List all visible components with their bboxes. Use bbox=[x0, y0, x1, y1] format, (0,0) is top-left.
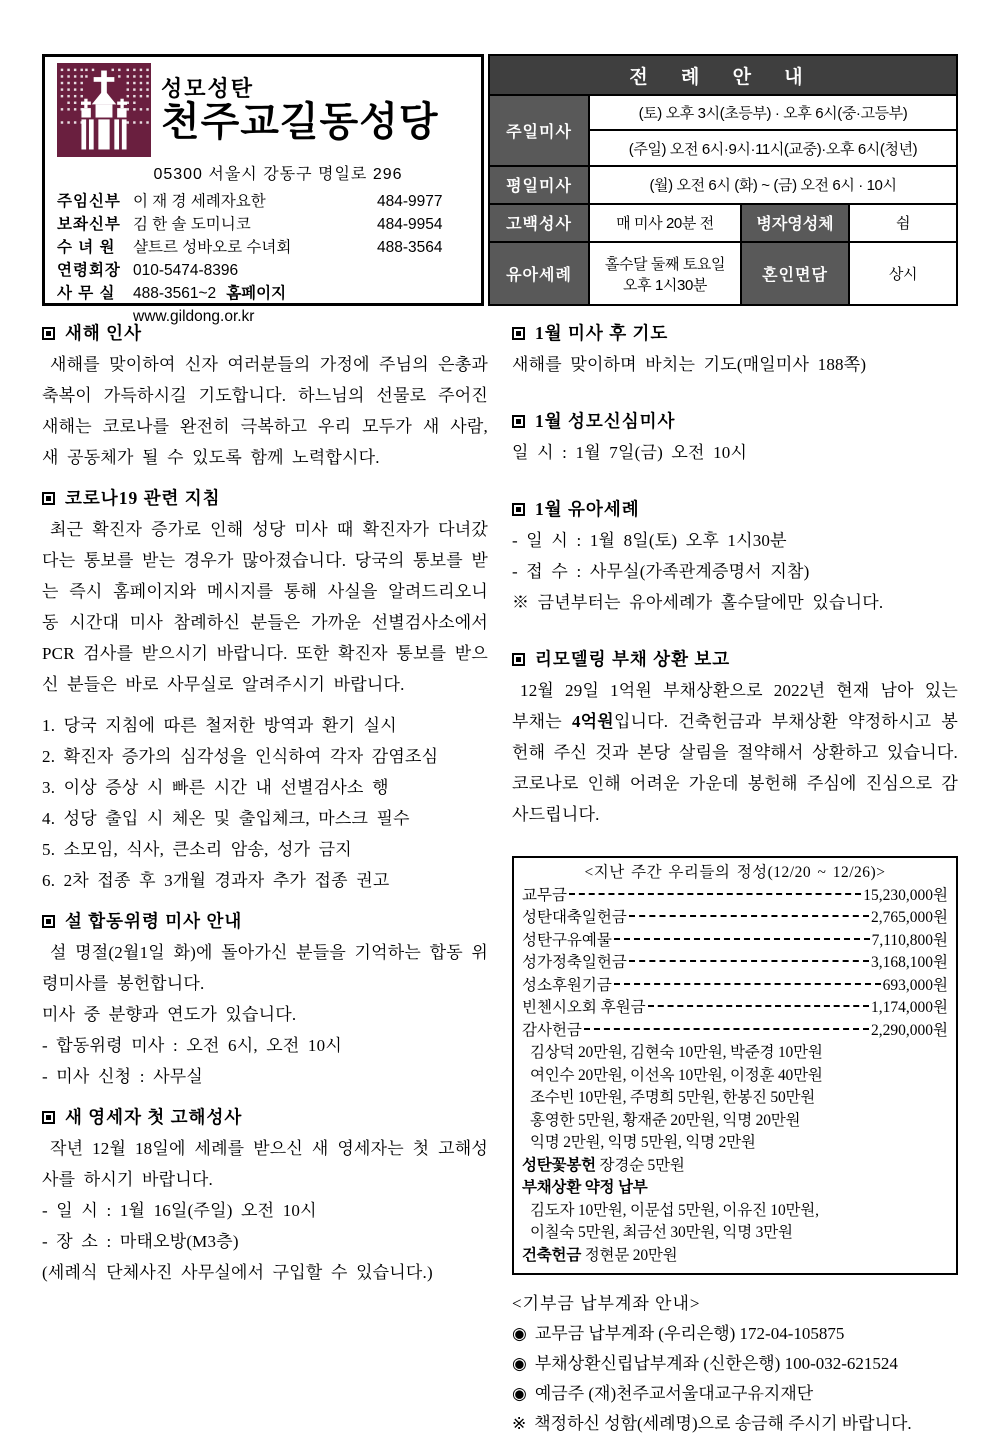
dash-leader bbox=[629, 915, 869, 917]
contact-row bbox=[57, 213, 469, 236]
account-line bbox=[512, 1349, 958, 1379]
text-line bbox=[512, 556, 958, 587]
dash-leader bbox=[614, 983, 881, 985]
section-bullet-icon bbox=[42, 915, 55, 928]
text: 미사 중 분향과 연도가 있습니다. bbox=[42, 1005, 297, 1024]
bold-text: 성탄꽃봉헌 bbox=[522, 1156, 596, 1174]
paragraph bbox=[42, 1133, 488, 1195]
text: - 일 시 : 1월 8일(토) 오후 1시30분 bbox=[512, 531, 787, 550]
section-bullet-icon bbox=[42, 1111, 55, 1124]
right-column bbox=[512, 318, 958, 1439]
sick-communion-label: 병자영성체 bbox=[741, 204, 849, 242]
text: 이칠숙 5만원, 최금선 30만원, 익명 3만원 bbox=[530, 1224, 793, 1241]
section-bullet-icon bbox=[42, 492, 55, 505]
text: 작년 12월 18일에 세례를 받으신 새 영세자는 첫 고해성사를 하시기 바랍니다. bbox=[42, 1139, 488, 1189]
confession-value: 매 미사 20분 전 bbox=[589, 204, 741, 242]
section-heading bbox=[42, 1102, 488, 1133]
section-bullet-icon bbox=[512, 653, 525, 666]
contact-phone: 488-3564 bbox=[377, 239, 443, 256]
text-line bbox=[42, 999, 488, 1030]
infant-baptism-value-line2: 오후 1시30분 bbox=[623, 276, 707, 294]
bold-text: 부채상환 약정 납부 bbox=[522, 1179, 648, 1196]
text: 4. 성당 출입 시 체온 및 출입체크, 마스크 필수 bbox=[42, 809, 410, 828]
text: 조수빈 10만원, 주명희 5만원, 한봉진 50만원 bbox=[530, 1089, 816, 1106]
offering-row bbox=[522, 997, 948, 1020]
section-heading bbox=[42, 906, 488, 937]
marriage-consult-label: 혼인면담 bbox=[741, 242, 849, 305]
contact-value: 샬트르 성바오로 수녀회 bbox=[133, 239, 292, 256]
offering-box-title: <지난 주간 우리들의 정성(12/20 ~ 12/26)> bbox=[584, 864, 886, 881]
section-title: 1월 미사 후 기도 bbox=[535, 323, 669, 343]
offering-label: 성가정축일헌금 bbox=[522, 954, 627, 971]
offering-note-line bbox=[522, 1110, 948, 1133]
confession-label: 고백성사 bbox=[489, 204, 589, 242]
text: - 장 소 : 마태오방(M3층) bbox=[42, 1232, 239, 1251]
contact-label: 사 무 실 bbox=[57, 285, 116, 302]
text: 5. 소모임, 식사, 큰소리 암송, 성가 금지 bbox=[42, 840, 352, 859]
section-bullet-icon bbox=[512, 415, 525, 428]
weekday-mass-value: (월) 오전 6시 (화) ~ (금) 오전 6시 · 10시 bbox=[589, 166, 957, 204]
dash-leader bbox=[614, 938, 870, 940]
sunday-mass-label: 주일미사 bbox=[489, 95, 589, 166]
section-heading bbox=[42, 483, 488, 514]
offering-note-line bbox=[522, 1222, 948, 1245]
logo-titles bbox=[161, 77, 438, 142]
text: 최근 확진자 증가로 인해 성당 미사 때 확진자가 다녀갔다는 통보를 받는 경우가 많아졌습니다. 당국의 통보를 받는 즉시 홈페이지와 메시지를 통해 사실을 알려드리오니 동 시간대 미사 참례하신 분들은 가까운 선별검사소에서 PCR 검사를 받으시기 바랍니다. 또한 확진자 통보를 받으신 분들은 바로 사무실로 알려주시기 바랍니다. bbox=[42, 520, 488, 694]
offering-amount: 7,110,800원 bbox=[871, 931, 948, 949]
text: 장경순 5만원 bbox=[595, 1156, 685, 1174]
offering-row bbox=[522, 975, 948, 998]
offering-amount: 3,168,100원 bbox=[871, 954, 948, 971]
offering-amount: 2,765,000원 bbox=[871, 909, 948, 926]
section-title: 설 합동위령 미사 안내 bbox=[65, 911, 243, 931]
dash-leader bbox=[629, 960, 869, 962]
infant-baptism-value bbox=[589, 242, 741, 305]
text: 일 시 : 1월 7일(금) 오전 10시 bbox=[512, 443, 748, 462]
offering-items bbox=[522, 885, 948, 1043]
offering-amount: 2,290,000원 bbox=[871, 1021, 948, 1039]
text: 홍영한 5만원, 황재준 20만원, 익명 20만원 bbox=[530, 1111, 801, 1129]
infant-baptism-label: 유아세례 bbox=[489, 242, 589, 305]
offering-note-line bbox=[522, 1065, 948, 1088]
text: - 미사 신청 : 사무실 bbox=[42, 1067, 203, 1086]
left-column bbox=[42, 318, 488, 1439]
text-line bbox=[42, 1195, 488, 1226]
church-logo-icon bbox=[57, 63, 151, 157]
offering-notes bbox=[522, 1042, 948, 1267]
offering-row bbox=[522, 1020, 948, 1043]
contact-label: 수 녀 원 bbox=[57, 239, 116, 256]
section bbox=[42, 483, 488, 700]
offering-amount: 15,230,000원 bbox=[863, 886, 948, 904]
offering-label: 성소후원기금 bbox=[522, 976, 612, 994]
church-address: 05300 서울시 강동구 명일로 296 bbox=[153, 166, 403, 183]
account-section-title: <기부금 납부계좌 안내> bbox=[512, 1294, 701, 1313]
text-line bbox=[42, 710, 488, 741]
bullseye-bullet-icon: ◉ bbox=[512, 1384, 527, 1403]
text: 6. 2차 접종 후 3개월 경과자 추가 접종 권고 bbox=[42, 871, 390, 890]
offering-label: 빈첸시오회 후원금 bbox=[522, 999, 646, 1016]
offering-note-line bbox=[522, 1042, 948, 1065]
content-columns bbox=[42, 318, 958, 1439]
section bbox=[512, 318, 958, 380]
contact-label: 보좌신부 bbox=[57, 216, 121, 233]
paragraph bbox=[42, 514, 488, 700]
offering-label: 감사헌금 bbox=[522, 1021, 582, 1039]
bullseye-bullet-icon: ◉ bbox=[512, 1324, 527, 1343]
sunday-mass-sun: (주일) 오전 6시·9시·11시(교중)·오후 6시(청년) bbox=[589, 130, 957, 165]
infant-baptism-value-line1: 홀수달 둘째 토요일 bbox=[604, 255, 726, 273]
text: 1. 당국 지침에 따른 철저한 방역과 환기 실시 bbox=[42, 716, 397, 735]
text-line bbox=[42, 741, 488, 772]
text: 3. 이상 증상 시 빠른 시간 내 선별검사소 행 bbox=[42, 778, 389, 797]
offering-row bbox=[522, 930, 948, 953]
account-line bbox=[512, 1379, 958, 1409]
offering-note-line bbox=[522, 1155, 948, 1178]
donation-account-section bbox=[512, 1289, 958, 1439]
text: 2. 확진자 증가의 심각성을 인식하여 각자 감염조심 bbox=[42, 747, 439, 766]
text-line bbox=[42, 1030, 488, 1061]
offering-note-line bbox=[522, 1177, 948, 1200]
header bbox=[42, 54, 958, 325]
section-title: 1월 성모신심미사 bbox=[535, 411, 676, 431]
bullseye-bullet-icon: ◉ bbox=[512, 1354, 527, 1373]
right-sections bbox=[512, 318, 958, 830]
section-heading bbox=[512, 644, 958, 675]
account-text: 예금주 (재)천주교서울대교구유지재단 bbox=[534, 1384, 814, 1403]
bold-text: 4억원 bbox=[571, 712, 614, 731]
text-line bbox=[42, 803, 488, 834]
contact-value: 010-5474-8396 bbox=[133, 262, 239, 279]
text: - 접 수 : 사무실(가족관계증명서 지참) bbox=[512, 562, 810, 581]
section-bullet-icon bbox=[512, 503, 525, 516]
text-line bbox=[42, 834, 488, 865]
account-text: 책정하신 성함(세례명)으로 송금해 주시기 바랍니다. bbox=[534, 1414, 912, 1433]
text: 새해를 맞이하여 신자 여러분들의 가정에 주님의 은총과 축복이 가득하시길 기도합니다. 하느님의 선물로 주어진 새해는 코로나를 완전히 극복하고 우리 모두가 새 사람, 새 공동체가 될 수 있도록 함께 노력합시다. bbox=[42, 355, 488, 467]
text-line bbox=[512, 437, 958, 468]
contact-row bbox=[57, 190, 469, 213]
section bbox=[42, 1102, 488, 1288]
section bbox=[42, 318, 488, 473]
sunday-mass-sat: (토) 오후 3시(초등부) · 오후 6시(중·고등부) bbox=[589, 95, 957, 130]
text: ※ 금년부터는 유아세례가 홀수달에만 있습니다. bbox=[512, 593, 884, 612]
text: 정현문 20만원 bbox=[581, 1246, 678, 1264]
homepage-label: 홈페이지 bbox=[226, 285, 287, 302]
text: 익명 2만원, 익명 5만원, 익명 2만원 bbox=[530, 1134, 756, 1151]
offering-amount: 693,000원 bbox=[882, 976, 948, 994]
section-title: 리모델링 부채 상환 보고 bbox=[535, 649, 731, 669]
offering-report-box bbox=[512, 856, 958, 1275]
offering-note-line bbox=[522, 1087, 948, 1110]
text: 입니다. 건축헌금과 부채상환 약정하시고 봉헌해 주신 것과 본당 살림을 절약해서 상환하고 있습니다. 코로나로 인해 어려운 가운데 봉헌해 주심에 진심으로 감사드립니다. bbox=[512, 712, 958, 824]
account-line bbox=[512, 1409, 958, 1439]
section bbox=[512, 494, 958, 618]
contact-phone: 484-9954 bbox=[377, 216, 443, 233]
section-heading bbox=[512, 318, 958, 349]
offering-note-line bbox=[522, 1200, 948, 1223]
contact-row bbox=[57, 236, 469, 259]
offering-note-line bbox=[522, 1132, 948, 1155]
offering-row bbox=[522, 952, 948, 975]
logo-row bbox=[57, 63, 469, 157]
section-heading bbox=[512, 406, 958, 437]
text-line bbox=[512, 525, 958, 556]
text-line bbox=[512, 349, 958, 380]
section bbox=[42, 906, 488, 1092]
section bbox=[512, 644, 958, 830]
mass-table-title: 전 례 안 내 bbox=[489, 55, 957, 95]
section bbox=[42, 710, 488, 896]
text: (세례식 단체사진 사무실에서 구입할 수 있습니다.) bbox=[42, 1263, 433, 1282]
text: 여인수 20만원, 이선옥 10만원, 이정훈 40만원 bbox=[530, 1066, 823, 1084]
offering-label: 성탄구유예물 bbox=[522, 931, 612, 949]
text: 김도자 10만원, 이문섭 5만원, 이유진 10만원, bbox=[530, 1201, 819, 1219]
offering-amount: 1,174,000원 bbox=[871, 999, 948, 1016]
section-title: 1월 유아세례 bbox=[535, 499, 640, 519]
section-bullet-icon bbox=[512, 327, 525, 340]
account-text: 부채상환신립납부계좌 (신한은행) 100-032-621524 bbox=[534, 1354, 898, 1373]
text-line bbox=[42, 1061, 488, 1092]
contact-value: 488-3561~2 홈페이지www.gildong.or.kr bbox=[133, 285, 287, 325]
church-info-box bbox=[42, 54, 484, 325]
offering-row bbox=[522, 885, 948, 908]
account-text: 교무금 납부계좌 (우리은행) 172-04-105875 bbox=[534, 1324, 845, 1343]
text-line bbox=[42, 1257, 488, 1288]
logo-subtitle: 성모성탄 bbox=[161, 76, 255, 102]
contact-value: 이 재 경 세례자요한 bbox=[133, 193, 266, 210]
account-line bbox=[512, 1319, 958, 1349]
contact-list bbox=[57, 190, 469, 328]
bold-text: 건축헌금 bbox=[522, 1246, 582, 1264]
dash-leader bbox=[569, 893, 861, 895]
offering-note-line bbox=[522, 1245, 948, 1268]
text-line bbox=[42, 1226, 488, 1257]
dash-leader bbox=[648, 1005, 869, 1007]
contact-value: 김 한 솔 도미니코 bbox=[133, 216, 251, 233]
contact-label: 주임신부 bbox=[57, 193, 121, 210]
contact-label: 연령회장 bbox=[57, 262, 121, 279]
text: 김상덕 20만원, 김현숙 10만원, 박준경 10만원 bbox=[530, 1044, 823, 1061]
section-heading bbox=[42, 318, 488, 349]
dash-leader bbox=[584, 1028, 869, 1030]
text: 설 명절(2월1일 화)에 돌아가신 분들을 기억하는 합동 위령미사를 봉헌합니다. bbox=[42, 943, 488, 993]
section bbox=[512, 406, 958, 468]
church-name: 천주교길동성당 bbox=[161, 99, 439, 144]
offering-label: 성탄대축일헌금 bbox=[522, 909, 627, 926]
section-title: 코로나19 관련 지침 bbox=[65, 488, 221, 508]
contact-row bbox=[57, 259, 469, 282]
text: 12월 29일 1억원 부채상환으로 2022년 현재 남아 있는 부채는 bbox=[512, 681, 958, 731]
section-title: 새해 인사 bbox=[65, 323, 142, 343]
paragraph bbox=[512, 675, 958, 830]
text-line bbox=[42, 865, 488, 896]
offering-row bbox=[522, 907, 948, 930]
text: 새해를 맞이하며 바치는 기도(매일미사 188쪽) bbox=[512, 355, 867, 374]
contact-phone: 484-9977 bbox=[377, 193, 443, 210]
sick-communion-value: 쉼 bbox=[849, 204, 957, 242]
text-line bbox=[42, 772, 488, 803]
section-title: 새 영세자 첫 고해성사 bbox=[65, 1107, 243, 1127]
text-line bbox=[512, 587, 958, 618]
offering-label: 교무금 bbox=[522, 886, 567, 904]
paragraph bbox=[42, 937, 488, 999]
section-bullet-icon bbox=[42, 327, 55, 340]
text: - 합동위령 미사 : 오전 6시, 오전 10시 bbox=[42, 1036, 342, 1055]
section-heading bbox=[512, 494, 958, 525]
mass-schedule-table bbox=[488, 54, 958, 306]
note-marker-icon: ※ bbox=[512, 1414, 527, 1433]
homepage-url: www.gildong.or.kr bbox=[133, 308, 255, 325]
weekday-mass-label: 평일미사 bbox=[489, 166, 589, 204]
account-lines bbox=[512, 1319, 958, 1439]
text: - 일 시 : 1월 16일(주일) 오전 10시 bbox=[42, 1201, 317, 1220]
paragraph bbox=[42, 349, 488, 473]
marriage-consult-value: 상시 bbox=[849, 242, 957, 305]
